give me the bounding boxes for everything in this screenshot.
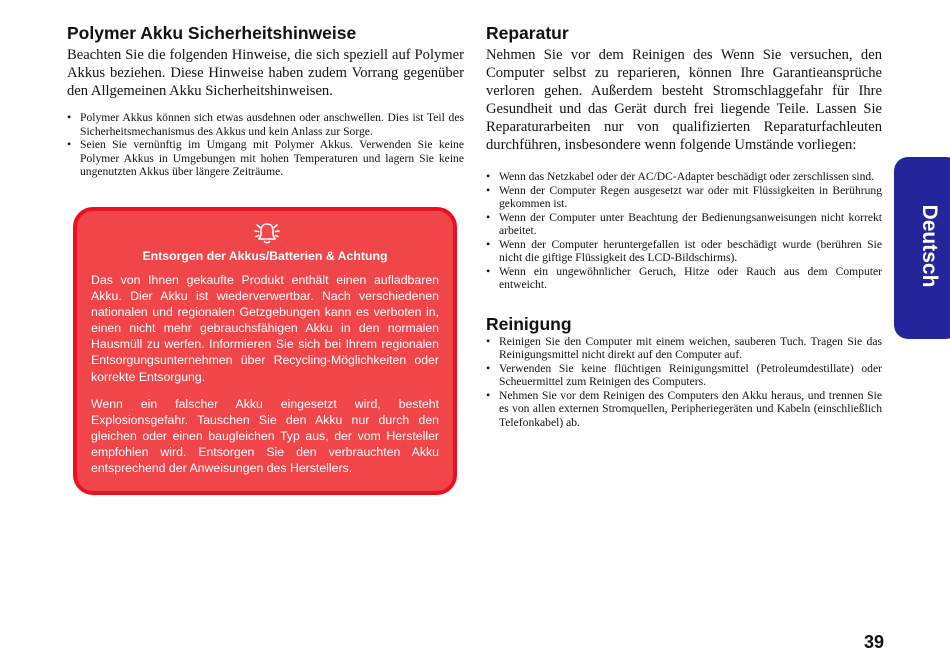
repair-intro: Nehmen Sie vor dem Reinigen des Wenn Sie versuchen, den Computer selbst zu reparieren, können Ihre Garantieansprüche verloren gehen. Außerdem besteht Stromschlaggefahr für Ihre Gesundheit und das Gerät durch frei liegende Teile. Lassen Sie Reparaturarbeiten nur von qualifizierten Reparaturfachleuten durchführen, insbesondere wenn folgende Umstände vorliegen: [486, 47, 882, 153]
language-tab-label: Deutsch [918, 204, 941, 288]
list-item: • Reinigen Sie den Computer mit einem weichen, sauberen Tuch. Tragen Sie das Reinigungsmittel nicht direkt auf den Computer auf. [486, 335, 882, 362]
list-item: • Polymer Akkus können sich etwas ausdehnen oder anschwellen. Dies ist Teil des Sicherheitsmechanismus des Akkus und kein Anlass zur Sorge. [67, 111, 464, 138]
repair-heading: Reparatur [486, 23, 569, 43]
cleaning-list [486, 335, 882, 430]
list-item: • Wenn der Computer heruntergefallen ist oder beschädigt wurde (berühren Sie nicht die giftige Flüssigkeit des LCD-Bildschirms). [486, 238, 882, 265]
left-column [67, 22, 464, 179]
list-item: • Verwenden Sie keine flüchtigen Reinigungsmittel (Petroleumdestillate) oder Scheuermittel zum Reinigen des Computers. [486, 362, 882, 389]
list-item: • Wenn ein ungewöhnlicher Geruch, Hitze oder Rauch aus dem Computer entweicht. [486, 265, 882, 292]
battery-safety-list [67, 111, 464, 179]
battery-safety-heading: Polymer Akku Sicherheitshinweise [67, 23, 357, 43]
list-item: • Wenn der Computer unter Beachtung der Bedienungsanweisungen nicht korrekt arbeitet. [486, 211, 882, 238]
list-item: • Wenn der Computer Regen ausgesetzt war oder mit Flüssigkeiten in Berührung gekommen ist. [486, 184, 882, 211]
cleaning-heading: Reinigung [486, 313, 572, 334]
explosion-warning-text: Wenn ein falscher Akku eingesetzt wird, besteht Explosionsgefahr. Tauschen Sie den Akku nur durch den gleichen oder einen baugleichen Typ aus, der vom Hersteller empfohlen wird. Entsorgen Sie den verbrauchten Akku entsprechend der Anweisungen des Herstellers. [91, 397, 439, 476]
alarm-bell-icon [253, 221, 281, 245]
disposal-warning-title: Entsorgen der Akkus/Batterien & Achtung [142, 249, 388, 263]
list-item: • Nehmen Sie vor dem Reinigen des Computers den Akku heraus, und trennen Sie es von allen externen Stromquellen, Peripheriegeräten und Kabeln (einschließlich Telefonkabel) ab. [486, 389, 882, 430]
battery-safety-intro: Beachten Sie die folgenden Hinweise, die sich speziell auf Polymer Akkus beziehen. Diese Hinweise haben zudem Vorrang gegenüber den Allgemeinen Akku Sicherheitshinweisen. [67, 47, 464, 99]
list-item: • Seien Sie vernünftig im Umgang mit Polymer Akkus. Verwenden Sie keine Polymer Akkus in Umgebungen mit hohen Temperaturen und lagern Sie keine ungenutzten Akkus über längere Zeiträume. [67, 138, 464, 179]
repair-list [486, 170, 882, 292]
right-column [486, 22, 882, 429]
disposal-warning-box [73, 207, 457, 495]
list-item: • Wenn das Netzkabel oder der AC/DC-Adapter beschädigt oder zerschlissen sind. [486, 170, 882, 184]
page-number: 39 [863, 632, 884, 652]
disposal-warning-text: Das von Ihnen gekaufte Produkt enthält einen aufladbaren Akku. Dier Akku ist wiederverwertbar. Nach verschiedenen nationalen und regionalen Getzgebungen kann es verboten in, einen nicht mehr gebrauchsfähigen Akku in den normalen Hausmüll zu werfen. Informieren Sie sich bei Ihrem regionalen Entsorgungsunternehmen über Recycling-Möglichkeiten oder korrekte Entsorgung. [91, 273, 439, 384]
